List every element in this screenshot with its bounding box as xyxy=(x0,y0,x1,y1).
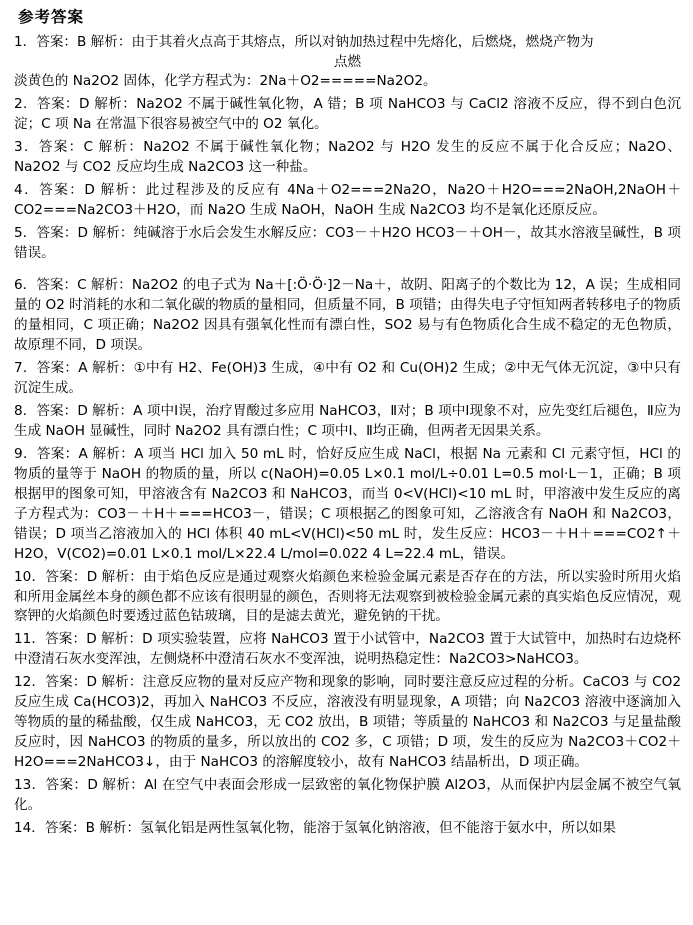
answer-item-7 xyxy=(14,359,681,399)
spacer xyxy=(14,267,681,276)
answer-item-14 xyxy=(14,819,681,839)
answer-item-10 xyxy=(14,568,681,628)
answer-item-9 xyxy=(14,445,681,565)
answer-item-8-text: 8．答案：D 解析：A 项中Ⅰ误，治疗胃酸过多应用 NaHCO3，Ⅱ对；B 项中Ⅰ现象不对，应先变红后褪色，Ⅱ应为生成 NaOH 显碱性，同时 Na2O2 具有漂白性；C 项中Ⅰ、Ⅱ均正确，但两者无因果关系。 xyxy=(14,402,681,439)
answer-item-11-text: 11．答案：D 解析：D 项实验装置，应将 NaHCO3 置于小试管中，Na2CO3 置于大试管中，加热时右边烧杯中澄清石灰水变浑浊，左侧烧杯中澄清石灰水不变浑浊，说明热稳定性：Na2CO3>NaHCO3。 xyxy=(14,631,681,668)
answer-item-3-text: 3．答案：C 解析：Na2O2 不属于碱性氧化物；Na2O2 与 H2O 发生的反应不属于化合反应；Na2O、Na2O2 与 CO2 反应均生成 Na2CO3 这一种盐。 xyxy=(14,139,681,176)
answer-item-9-text: 9．答案：A 解析：A 项当 HCl 加入 50 mL 时，恰好反应生成 NaCl，根据 Na 元素和 Cl 元素守恒，HCl 的物质的量等于 NaOH 的物质的量，所以 c(NaOH)=0.05 L×0.1 mol/L÷0.01 L=0.5 mol·L－1，正确；B 项根据甲的图象可知，甲溶液含有 Na2CO3 和 NaHCO3，而当 0<V(HCl)<10 mL 时，甲溶液中发生反应的离子方程式为：CO3－＋H＋===HCO3－，错误；C 项根据乙的图象可知，乙溶液含有 NaOH 和 Na2CO3，错误；D 项当乙溶液加入的 HCl 体积 40 mL<V(HCl)<50 mL 时，发生反应：HCO3－＋H＋===CO2↑＋H2O，V(CO2)=0.01 L×0.1 mol/L×22.4 L/mol=0.022 4 L=22.4 mL，错误。 xyxy=(14,445,681,562)
answer-item-5 xyxy=(14,224,681,264)
answer-item-2 xyxy=(14,95,681,135)
answer-item-10-text: 10．答案：D 解析：由于焰色反应是通过观察火焰颜色来检验金属元素是否存在的方法，所以实验时所用火焰和所用金属丝本身的颜色都不应该有很明显的颜色，否则将无法观察到被检验金属元素的真实焰色反应情况，观察钾的火焰颜色时要透过蓝色钴玻璃，目的是滤去黄光，避免钠的干扰。 xyxy=(14,568,681,625)
answer-item-3 xyxy=(14,138,681,178)
answer-item-4 xyxy=(14,181,681,221)
answer-item-8 xyxy=(14,402,681,442)
answer-item-13-text: 13．答案：D 解析：Al 在空气中表面会形成一层致密的氧化物保护膜 Al2O3，从而保护内层金属不被空气氧化。 xyxy=(14,777,681,814)
answer-item-1-continuation: 淡黄色的 Na2O2 固体，化学方程式为：2Na＋O2=====Na2O2。 xyxy=(14,73,437,90)
answer-item-1-center-note: 点燃 xyxy=(333,53,362,70)
answer-item-13 xyxy=(14,776,681,816)
answer-item-12-text: 12．答案：D 解析：注意反应物的量对反应产物和现象的影响，同时要注意反应过程的分析。CaCO3 与 CO2 反应生成 Ca(HCO3)2，再加入 NaHCO3 不反应，溶液没有明显现象，A 项错；向 Na2CO3 溶液中逐滴加入等物质的量的稀盐酸，仅生成 NaHCO3，无 CO2 放出，B 项错；等质量的 NaHCO3 和 Na2CO3 与足量盐酸反应时，因 NaHCO3 的物质的量多，所以放出的 CO2 多，C 项错；D 项，发生的反应为 Na2CO3＋CO2＋H2O===2NaHCO3↓，由于 NaHCO3 的溶解度较小，故有 NaHCO3 结晶析出，D 项正确。 xyxy=(14,674,681,771)
answer-item-5-text: 5．答案：D 解析：纯碱溶于水后会发生水解反应：CO3－＋H2O HCO3－＋OH－，故其水溶液呈碱性，B 项错误。 xyxy=(14,225,681,262)
answer-item-1-text: 1．答案：B 解析：由于其着火点高于其熔点，所以对钠加热过程中先熔化，后燃烧，燃烧产物为 xyxy=(14,33,594,50)
answer-item-11 xyxy=(14,630,681,670)
answer-item-2-text: 2．答案：D 解析：Na2O2 不属于碱性氧化物，A 错；B 项 NaHCO3 与 CaCl2 溶液不反应，得不到白色沉淀；C 项 Na 在常温下很容易被空气中的 O2 氧化。 xyxy=(14,96,681,133)
answer-item-7-text: 7．答案：A 解析：①中有 H2、Fe(OH)3 生成，④中有 O2 和 Cu(OH)2 生成；②中无气体无沉淀，③中只有沉淀生成。 xyxy=(14,359,681,396)
answer-item-1 xyxy=(14,33,681,93)
answer-item-4-text: 4．答案：D 解析：此过程涉及的反应有 4Na＋O2===2Na2O，Na2O＋H2O===2NaOH,2NaOH＋CO2===Na2CO3＋H2O，而 Na2O 生成 NaOH，NaOH 生成 Na2CO3 均不是氧化还原反应。 xyxy=(14,182,681,219)
answer-item-6 xyxy=(14,276,681,356)
answer-item-14-text: 14．答案：B 解析：氢氧化铝是两性氢氧化物，能溶于氢氧化钠溶液，但不能溶于氨水中，所以如果 xyxy=(14,820,616,837)
page-title: 参考答案 xyxy=(18,8,85,26)
answer-item-6-text: 6．答案：C 解析：Na2O2 的电子式为 Na＋[:Ö·Ö·]2－Na＋，故阴、阳离子的个数比为 12，A 误；生成相同量的 O2 时消耗的水和二氧化碳的物质的量相同，但质量不同，B 项错；由得失电子守恒知两者转移电子的物质的量相同，C 项正确；Na2O2 因具有强氧化性而有漂白性，SO2 易与有色物质化合生成不稳定的无色物质，故原理不同，D 项误。 xyxy=(14,276,681,353)
answer-item-12 xyxy=(14,673,681,773)
